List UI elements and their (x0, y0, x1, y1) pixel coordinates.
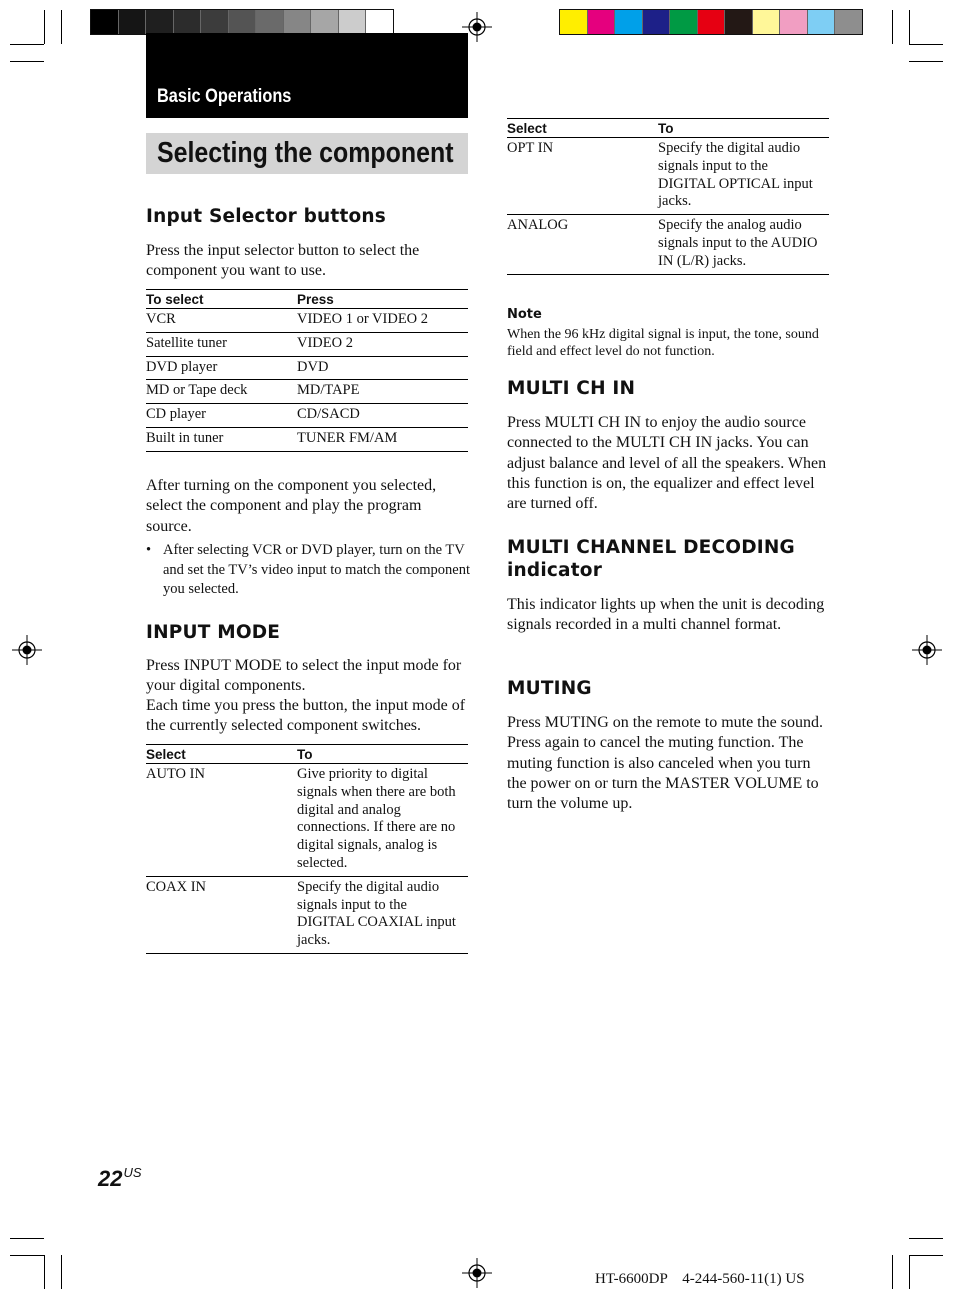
multi-channel-heading-line1: MULTI CHANNEL DECODING (507, 537, 795, 558)
table-row (146, 309, 468, 333)
page-number-suffix: US (123, 1165, 142, 1180)
table-cell: COAX IN (146, 878, 207, 895)
table-header-row (146, 745, 468, 764)
input-mode-intro: Press INPUT MODE to select the input mode for your digital components. (146, 657, 462, 695)
multi-channel-text: This indicator lights up when the unit is decoding signals recorded in a multi channel format. (507, 596, 825, 634)
table-cell: DVD (297, 358, 329, 375)
input-selector-heading: Input Selector buttons (146, 206, 386, 227)
table-row (507, 138, 829, 215)
table-cell: Specify the digital audio signals input to the DIGITAL OPTICAL input jacks. (658, 140, 813, 210)
color-swatch (725, 10, 753, 34)
registration-mark-icon (462, 1258, 492, 1288)
section-title: Basic Operations (157, 86, 292, 107)
color-swatch (366, 10, 393, 34)
input-selector-table (146, 289, 468, 452)
table-header-row (146, 290, 468, 309)
table-cell: CD player (146, 406, 206, 423)
page-number-value: 22 (98, 1166, 123, 1191)
column-header: Press (297, 292, 334, 307)
table-cell: MD/TAPE (297, 382, 360, 399)
color-swatch (670, 10, 698, 34)
color-swatch (284, 10, 312, 34)
color-swatch (643, 10, 671, 34)
table-cell: OPT IN (507, 140, 554, 156)
input-mode-table-continued (507, 118, 829, 275)
column-header: To select (146, 292, 204, 307)
table-row (146, 356, 468, 380)
color-swatch (615, 10, 643, 34)
registration-mark-icon (912, 635, 942, 665)
table-cell: Satellite tuner (146, 334, 227, 351)
table-row (146, 764, 468, 877)
input-mode-table (146, 744, 468, 954)
page-number (98, 1165, 142, 1192)
table-cell: DVD player (146, 358, 218, 375)
color-swatch (780, 10, 808, 34)
column-header: To (297, 747, 313, 762)
table-cell: CD/SACD (297, 406, 360, 423)
color-swatch (256, 10, 284, 34)
table-row (146, 380, 468, 404)
table-cell: TUNER FM/AM (297, 429, 398, 446)
color-swatch (808, 10, 836, 34)
color-calibration-bar (559, 9, 863, 35)
color-swatch (91, 10, 119, 34)
input-mode-heading: INPUT MODE (146, 622, 281, 643)
table-cell: ANALOG (507, 217, 569, 234)
muting-heading: MUTING (507, 678, 592, 699)
table-cell: Built in tuner (146, 429, 224, 446)
color-swatch (119, 10, 147, 34)
column-header: Select (507, 121, 547, 136)
color-swatch (174, 10, 202, 34)
model-code: HT-6600DP 4-244-560-11(1) US (595, 1271, 805, 1287)
bullet-icon: • (146, 542, 152, 558)
color-swatch (339, 10, 367, 34)
table-cell: Give priority to digital signals when there are both digital and analog connections. If there are no digital signals, analog is selected. (297, 766, 456, 871)
note-text: When the 96 kHz digital signal is input, the tone, sound field and effect level do not function. (507, 327, 819, 359)
color-swatch (146, 10, 174, 34)
table-cell: VIDEO 2 (297, 334, 353, 351)
table-cell: AUTO IN (146, 766, 205, 782)
color-swatch (201, 10, 229, 34)
input-selector-intro: Press the input selector button to select the component you want to use. (146, 242, 420, 280)
muting-text: Press MUTING on the remote to mute the sound. Press again to cancel the muting function. The muting function is also canceled when you turn the power on or turn the MASTER VOLUME to turn the volume up. (507, 714, 823, 813)
column-header: To (658, 121, 674, 136)
input-mode-intro-2: Each time you press the button, the input mode of the currently selected component switches. (146, 697, 466, 735)
table-cell: VCR (146, 311, 176, 327)
table-cell: MD or Tape deck (146, 382, 248, 399)
color-swatch (560, 10, 588, 34)
table-cell: Specify the digital audio signals input to the DIGITAL COAXIAL input jacks. (297, 878, 456, 949)
registration-mark-icon (12, 635, 42, 665)
table-row (507, 215, 829, 274)
color-swatch (311, 10, 339, 34)
grayscale-calibration-bar (90, 9, 394, 35)
color-swatch (229, 10, 257, 34)
table-cell: VIDEO 1 or VIDEO 2 (297, 311, 429, 327)
multi-ch-in-text: Press MULTI CH IN to enjoy the audio source connected to the MULTI CH IN jacks. You can adjust balance and level of all the speakers. When this function is on, the equalizer and effect level are turned off. (507, 414, 827, 513)
color-swatch (753, 10, 781, 34)
table-cell: Specify the analog audio signals input to the AUDIO IN (L/R) jacks. (658, 217, 818, 269)
note-heading: Note (507, 307, 542, 322)
table-row (146, 427, 468, 451)
multi-channel-heading (507, 536, 795, 582)
page-title: Selecting the component (157, 137, 454, 169)
multi-channel-heading-line2: indicator (507, 560, 603, 581)
table-header-row (507, 119, 829, 138)
color-swatch (698, 10, 726, 34)
after-selecting-text: After turning on the component you selected, select the component and play the program source. (146, 477, 437, 535)
column-header: Select (146, 747, 186, 762)
table-row (146, 404, 468, 428)
color-swatch (588, 10, 616, 34)
bullet-text: After selecting VCR or DVD player, turn on the TV and set the TV’s video input to match the component you selected. (163, 542, 470, 597)
table-row (146, 332, 468, 356)
multi-ch-in-heading: MULTI CH IN (507, 378, 636, 399)
table-row (146, 876, 468, 953)
color-swatch (835, 10, 862, 34)
